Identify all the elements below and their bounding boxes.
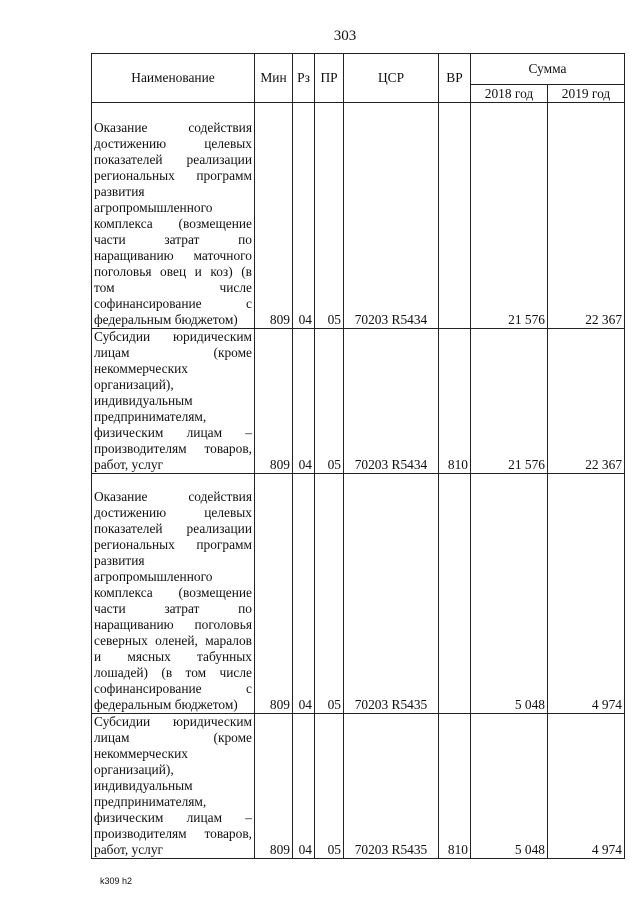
row-min: 809	[255, 714, 293, 859]
row-pr: 05	[315, 714, 344, 859]
row-name: Субсидии юридическим лицам (кроме некоммерческих организаций), индивидуальным предпринимателям, физическим лицам – производителям товаров, работ, услуг	[92, 714, 255, 859]
header-rz: Рз	[293, 54, 315, 103]
row-min: 809	[255, 474, 293, 714]
header-pr: ПР	[315, 54, 344, 103]
row-rz: 04	[293, 714, 315, 859]
row-sum-2018: 5 048	[471, 474, 548, 714]
row-min: 809	[255, 329, 293, 474]
row-rz: 04	[293, 103, 315, 329]
row-pr: 05	[315, 329, 344, 474]
row-name: Оказание содействия достижению целевых показателей реализации региональных программ развития агропромышленного комплекса (возмещение части затрат по наращиванию поголовья северных оленей, маралов и мясных табунных лошадей) (в том числе софинансирование с федеральным бюджетом)	[92, 474, 255, 714]
row-vr	[439, 474, 471, 714]
header-csr: ЦСР	[344, 54, 439, 103]
row-csr: 70203 R5435	[344, 474, 439, 714]
header-name: Наименование	[92, 54, 255, 103]
row-vr	[439, 103, 471, 329]
row-sum-2018: 21 576	[471, 329, 548, 474]
row-csr: 70203 R5434	[344, 103, 439, 329]
row-sum-2019: 4 974	[548, 474, 625, 714]
row-vr: 810	[439, 714, 471, 859]
header-year-2018: 2018 год	[471, 85, 548, 103]
row-vr: 810	[439, 329, 471, 474]
footer-code: k309 h2	[100, 876, 133, 886]
row-rz: 04	[293, 474, 315, 714]
row-name: Субсидии юридическим лицам (кроме некоммерческих организаций), индивидуальным предпринимателям, физическим лицам – производителям товаров, работ, услуг	[92, 329, 255, 474]
header-min: Мин	[255, 54, 293, 103]
row-sum-2019: 22 367	[548, 103, 625, 329]
row-name: Оказание содействия достижению целевых показателей реализации региональных программ развития агропромышленного комплекса (возмещение части затрат по наращиванию маточного поголовья овец и коз) (в том числе софинансирование с федеральным бюджетом)	[92, 103, 255, 329]
row-sum-2018: 21 576	[471, 103, 548, 329]
table-row	[92, 329, 625, 474]
row-pr: 05	[315, 103, 344, 329]
row-sum-2018: 5 048	[471, 714, 548, 859]
row-pr: 05	[315, 474, 344, 714]
row-min: 809	[255, 103, 293, 329]
row-rz: 04	[293, 329, 315, 474]
budget-table	[91, 53, 625, 859]
row-sum-2019: 4 974	[548, 714, 625, 859]
row-sum-2019: 22 367	[548, 329, 625, 474]
table-row	[92, 714, 625, 859]
header-year-2019: 2019 год	[548, 85, 625, 103]
row-csr: 70203 R5434	[344, 329, 439, 474]
page-number: 303	[333, 28, 357, 44]
table-row	[92, 474, 625, 714]
header-vr: ВР	[439, 54, 471, 103]
table-row	[92, 103, 625, 329]
row-csr: 70203 R5435	[344, 714, 439, 859]
header-sum: Сумма	[471, 54, 625, 85]
